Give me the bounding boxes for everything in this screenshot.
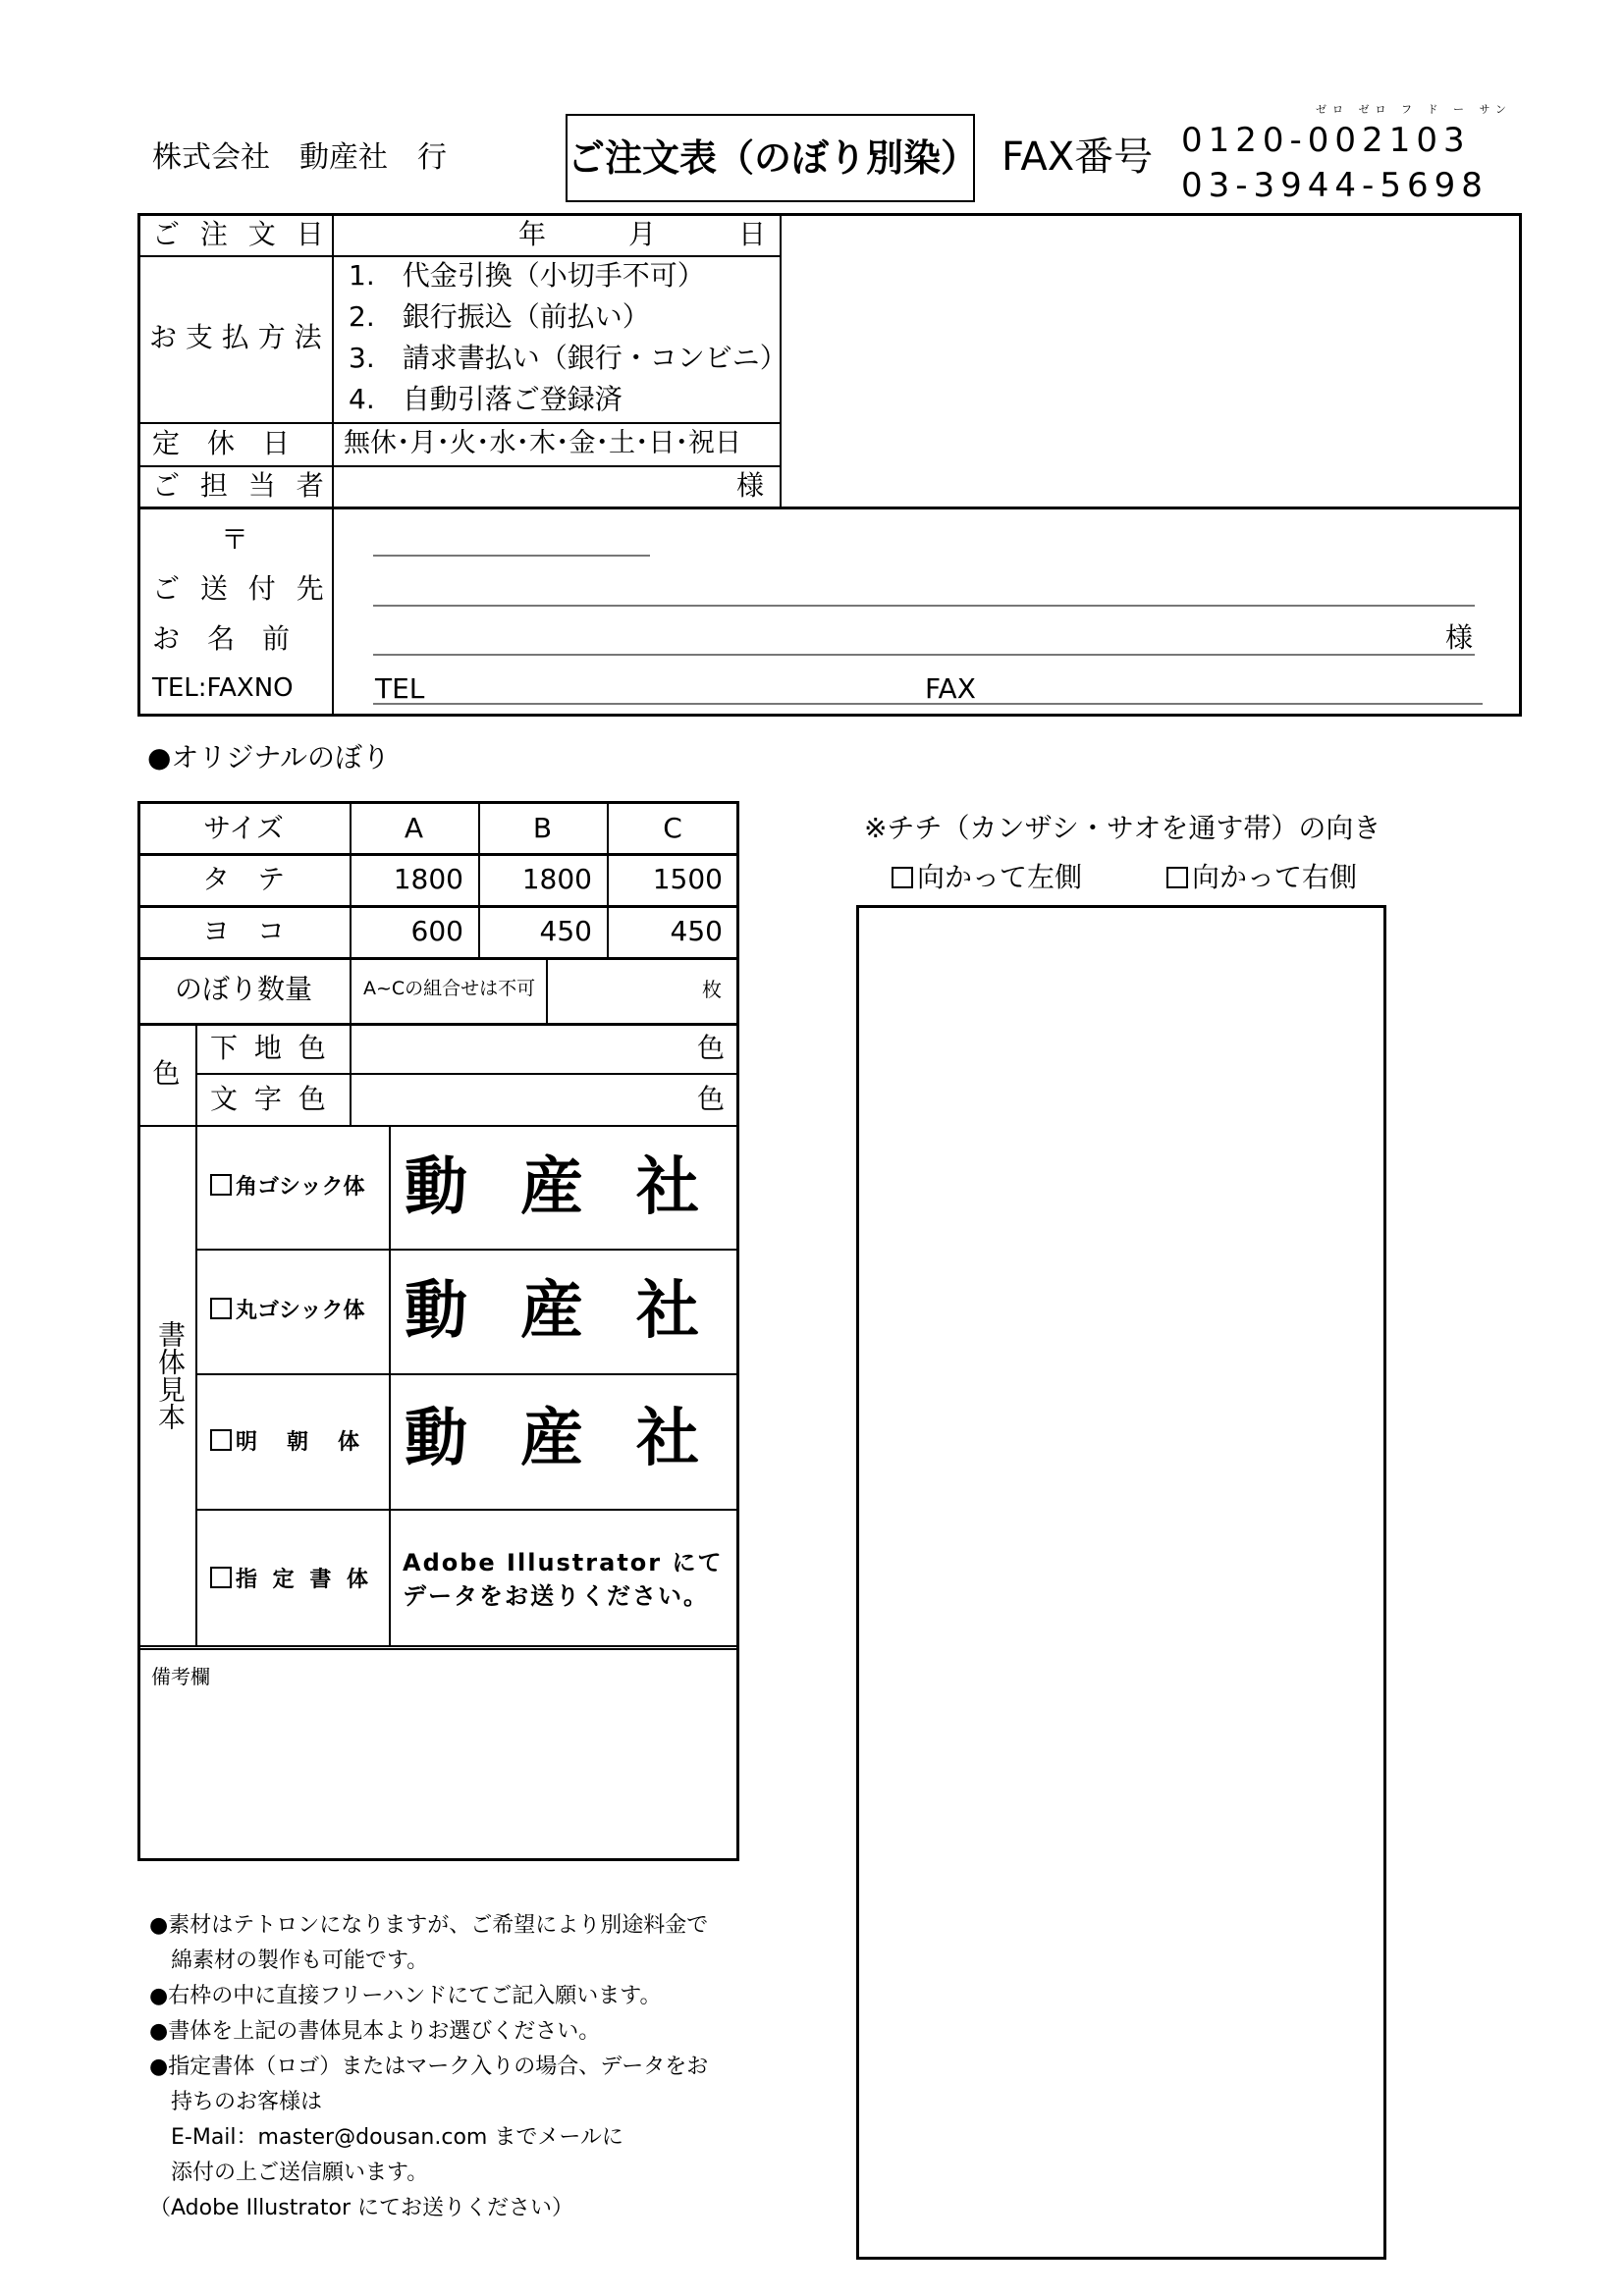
color-unit: 色 (697, 1083, 726, 1115)
font-sample-mincho: 動産社 (405, 1402, 752, 1475)
yoko-b[interactable]: 450 (539, 915, 592, 947)
payment-option[interactable]: 4. 自動引落ご登録済 (349, 383, 623, 415)
tate-b[interactable]: 1800 (521, 863, 592, 895)
yoko-label: ヨ コ (201, 915, 285, 947)
chichi-title: ※チチ（カンザシ・サオを通す帯）の向き (864, 812, 1381, 844)
size-header-b: B (532, 812, 553, 844)
note-line: 持ちのお客様は (149, 2090, 323, 2114)
payment-option[interactable]: 1. 代金引換（小切手不可） (349, 259, 705, 292)
tate-c[interactable]: 1500 (652, 863, 723, 895)
holiday-label: 定 休 日 (152, 427, 291, 459)
remarks-field[interactable] (142, 1693, 731, 1855)
note-line: ●素材はテトロンになりますが、ご希望により別途料金で (149, 1913, 709, 1938)
address-label: ご 送 付 先 (152, 572, 330, 605)
color-unit: 色 (697, 1032, 726, 1064)
chichi-left-option[interactable]: 向かって左側 (892, 864, 1082, 891)
font-sample-label: 書体見本 (154, 1320, 187, 1430)
notes (149, 1908, 837, 2226)
contact-suffix: 様 (736, 469, 765, 502)
note-line: 添付の上ご送信願います。 (149, 2161, 429, 2185)
font-sample-kaku-gothic: 動産社 (405, 1151, 752, 1224)
date-day[interactable]: 日 (738, 218, 767, 250)
base-color-field[interactable] (352, 1025, 685, 1072)
qty-note: A~Cの組合せは不可 (363, 978, 536, 999)
postal-code-field[interactable] (373, 555, 650, 557)
name-suffix: 様 (1445, 621, 1474, 654)
size-header: サイズ (203, 812, 284, 844)
contact-label: ご 担 当 者 (152, 469, 330, 502)
checkbox[interactable] (892, 867, 913, 888)
name-field[interactable] (373, 654, 1475, 656)
tate-label: タ テ (201, 863, 285, 895)
fax-ruby: ゼロ ゼロ フ ド ー サン (1316, 103, 1512, 116)
color-label: 色 (152, 1057, 181, 1090)
note-line: ●右枠の中に直接フリーハンドにてご記入願います。 (149, 1984, 662, 2008)
qty-field[interactable] (548, 959, 695, 1020)
fax-label: FAX番号 (1001, 134, 1154, 180)
fax-number: 0120-002103 (1181, 121, 1471, 160)
size-header-a: A (404, 812, 424, 844)
yoko-c[interactable]: 450 (670, 915, 723, 947)
date-year[interactable]: 年 (518, 218, 547, 250)
postal-label: 〒 (221, 523, 249, 556)
text-color-field[interactable] (352, 1075, 685, 1124)
date-month[interactable]: 月 (628, 218, 657, 250)
font-option-mincho[interactable]: 明 朝 体 (210, 1429, 363, 1454)
tel-label: TEL (375, 672, 425, 705)
address-field[interactable] (373, 605, 1475, 607)
checkbox[interactable] (210, 1429, 232, 1451)
qty-label: のぼり数量 (174, 973, 312, 1005)
base-color-label: 下 地 色 (210, 1032, 330, 1064)
text-color-label: 文 字 色 (210, 1083, 330, 1115)
contact-field[interactable] (334, 467, 766, 507)
holiday-options[interactable]: 無休･月･火･水･木･金･土･日･祝日 (344, 428, 741, 458)
title-box (566, 114, 979, 202)
freehand-drawing-area[interactable] (856, 905, 1386, 2260)
payment-option[interactable]: 2. 銀行振込（前払い） (349, 300, 650, 333)
chichi-right-option[interactable]: 向かって右側 (1166, 864, 1357, 891)
phone-number: 03-3944-5698 (1181, 166, 1489, 205)
note-line: ●書体を上記の書体見本よりお選びください。 (149, 2019, 601, 2044)
font-option-kaku-gothic[interactable]: 角ゴシック体 (210, 1174, 365, 1199)
remarks-label: 備考欄 (151, 1665, 210, 1688)
size-header-c: C (663, 812, 682, 844)
telfax-label: TEL:FAXNO (152, 673, 294, 703)
section-title: ●オリジナルのぼり (147, 741, 391, 774)
page-title: ご注文表（のぼり別染） (568, 136, 979, 180)
note-line: E-Mail：master@dousan.com までメールに (149, 2125, 623, 2150)
payment-label: お 支 払 方 法 (149, 321, 322, 353)
note-line: ●指定書体（ロゴ）またはマーク入りの場合、データをお (149, 2055, 709, 2079)
tate-a[interactable]: 1800 (393, 863, 463, 895)
checkbox[interactable] (210, 1298, 232, 1319)
name-label: お 名 前 (152, 622, 291, 655)
custom-font-note: Adobe Illustrator にて (403, 1549, 724, 1576)
recipient: 株式会社 動産社 行 (152, 140, 447, 175)
note-line: （Adobe Illustrator にてお送りください） (149, 2196, 573, 2220)
payment-option[interactable]: 3. 請求書払い（銀行・コンビニ） (349, 342, 787, 374)
fax-field-label: FAX (925, 672, 976, 705)
checkbox[interactable] (1166, 867, 1188, 888)
order-date-label: ご 注 文 日 (152, 218, 330, 250)
font-option-custom[interactable]: 指 定 書 体 (210, 1567, 372, 1591)
checkbox[interactable] (210, 1174, 232, 1196)
custom-font-note: データをお送りください。 (403, 1582, 709, 1610)
yoko-a[interactable]: 600 (410, 915, 463, 947)
checkbox[interactable] (210, 1567, 232, 1588)
font-option-maru-gothic[interactable]: 丸ゴシック体 (210, 1298, 365, 1322)
font-sample-maru-gothic: 動産社 (405, 1275, 752, 1348)
note-line: 綿素材の製作も可能です。 (149, 1949, 429, 1973)
qty-unit: 枚 (702, 978, 722, 1001)
